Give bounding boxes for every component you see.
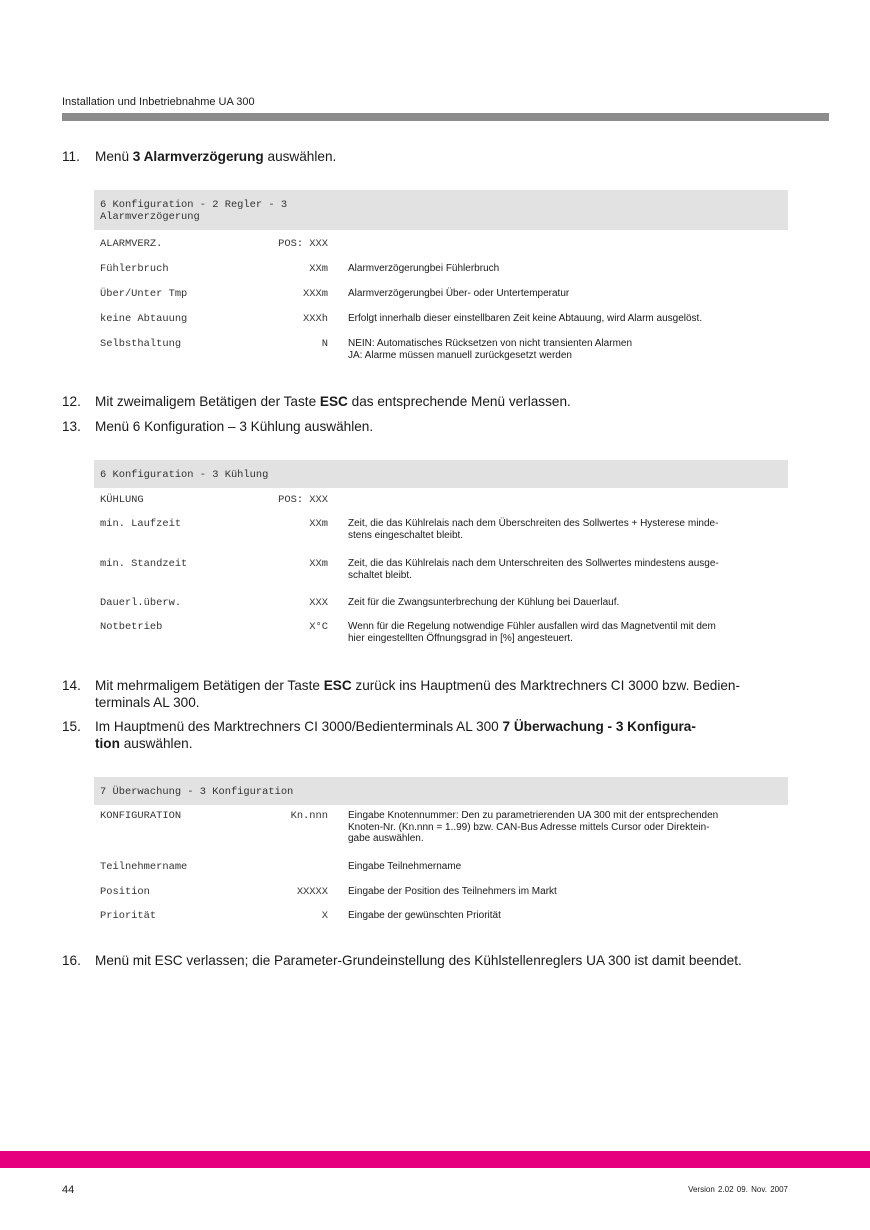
param-name: Über/Unter Tmp: [100, 288, 188, 300]
param-description: Erfolgt innerhalb dieser einstellbaren Zeit keine Abtauung, wird Alarm ausgelöst.: [348, 313, 703, 324]
step-11: [62, 148, 802, 165]
step-number: 16.: [62, 953, 81, 968]
param-description: Zeit, die das Kühlrelais nach dem Überschreiten des Sollwertes + Hysterese minde- stens eingeschaltet bleibt.: [348, 518, 719, 541]
param-value: XXm: [309, 558, 328, 570]
page-number: 44: [62, 1184, 75, 1196]
step-text: zurück ins Hauptmenü des Marktrechners CI 3000 bzw. Bedien- terminals AL 300.: [95, 678, 741, 710]
param-value: XXm: [309, 263, 328, 275]
param-name: Teilnehmername: [100, 861, 188, 873]
param-description: Eingabe der Position des Teilnehmers im Markt: [348, 886, 557, 897]
param-description: Eingabe der gewünschten Priorität: [348, 910, 501, 921]
param-value: POS: XXX: [278, 238, 328, 250]
param-description: Wenn für die Regelung notwendige Fühler ausfallen wird das Magnetventil mit dem hier eingestellten Öffnungsgrad in [%] angesteuert.: [348, 621, 716, 644]
param-name: KÜHLUNG: [100, 494, 144, 506]
step-text-bold: 3 Alarmverzögerung: [132, 149, 264, 164]
step-text-bold: 7 Überwachung - 3 Konfigura- tion: [95, 719, 696, 751]
param-name: Priorität: [100, 910, 157, 922]
step-text: Mit mehrmaligem Betätigen der Taste: [95, 678, 324, 693]
param-value: X°C: [309, 621, 328, 633]
param-description: Zeit für die Zwangsunterbrechung der Kühlung bei Dauerlauf.: [348, 597, 620, 608]
step-text: Menü 6 Konfiguration – 3 Kühlung auswählen.: [95, 419, 374, 434]
param-name: min. Laufzeit: [100, 518, 182, 530]
menu-panel-ueberwachung: [94, 777, 788, 937]
step-text: Menü mit ESC verlassen; die Parameter-Grundeinstellung des Kühlstellenreglers UA 300 ist damit beendet.: [95, 953, 742, 968]
step-text: das entsprechende Menü verlassen.: [347, 394, 571, 409]
step-number: 12.: [62, 394, 81, 409]
step-number: 13.: [62, 419, 81, 434]
step-number: 14.: [62, 678, 81, 693]
running-header: Installation und Inbetriebnahme UA 300: [62, 96, 255, 108]
param-value: XXXXX: [296, 886, 328, 898]
param-name: Selbsthaltung: [100, 338, 182, 350]
step-number: 15.: [62, 719, 81, 734]
step-text: Im Hauptmenü des Marktrechners CI 3000/Bedienterminals AL 300: [95, 719, 503, 734]
step-text-bold: ESC: [323, 678, 352, 693]
param-name: Dauerl.überw.: [100, 597, 182, 609]
step-13: [62, 418, 802, 435]
param-name: ALARMVERZ.: [100, 238, 163, 250]
param-description: Alarmverzögerungbei Fühlerbruch: [348, 263, 500, 274]
param-value: Kn.nnn: [290, 810, 328, 822]
panel-title: 7 Überwachung - 3 Konfiguration: [94, 777, 788, 805]
param-name: Position: [100, 886, 150, 898]
param-name: Notbetrieb: [100, 621, 163, 633]
param-description: Alarmverzögerungbei Über- oder Untertemperatur: [348, 288, 570, 299]
param-value: XXXm: [303, 288, 328, 300]
step-12: [62, 393, 802, 410]
step-text: Mit zweimaligem Betätigen der Taste: [95, 394, 320, 409]
step-text: Menü: [95, 149, 133, 164]
param-value: POS: XXX: [278, 494, 328, 506]
param-value: XXm: [309, 518, 328, 530]
panel-title: 6 Konfiguration - 3 Kühlung: [94, 460, 788, 488]
version-info: Version 2.02 09. Nov. 2007: [688, 1185, 788, 1194]
step-15: [62, 718, 802, 752]
footer-bar: [0, 1151, 870, 1168]
param-description: NEIN: Automatisches Rücksetzen von nicht transienten Alarmen JA: Alarme müssen manuell zurückgesetzt werden: [348, 338, 633, 361]
param-name: KONFIGURATION: [100, 810, 182, 822]
param-description: Eingabe Teilnehmername: [348, 861, 462, 872]
param-value: N: [321, 338, 328, 350]
param-description: Zeit, die das Kühlrelais nach dem Unterschreiten des Sollwertes mindestens ausge- schaltet bleibt.: [348, 558, 719, 581]
step-text-bold: ESC: [319, 394, 348, 409]
panel-title: 6 Konfiguration - 2 Regler - 3 Alarmverzögerung: [94, 190, 788, 230]
param-name: keine Abtauung: [100, 313, 188, 325]
param-description: Eingabe Knotennummer: Den zu parametrierenden UA 300 mit der entsprechenden Knoten-Nr. (Kn.nnn = 1..99) bzw. CAN-Bus Adresse mittels Cursor oder Direktein- gabe auswählen.: [348, 810, 719, 844]
param-value: XXX: [309, 597, 328, 609]
step-number: 11.: [62, 149, 80, 164]
step-14: [62, 677, 802, 711]
menu-panel-alarm: [94, 190, 788, 370]
param-name: min. Standzeit: [100, 558, 188, 570]
param-name: Fühlerbruch: [100, 263, 169, 275]
menu-panel-kuehlung: [94, 460, 788, 660]
header-rule: [62, 113, 829, 121]
step-text: auswählen.: [119, 736, 193, 751]
step-16: [62, 952, 762, 969]
step-text: auswählen.: [263, 149, 337, 164]
param-value: XXXh: [303, 313, 328, 325]
param-value: X: [321, 910, 328, 922]
